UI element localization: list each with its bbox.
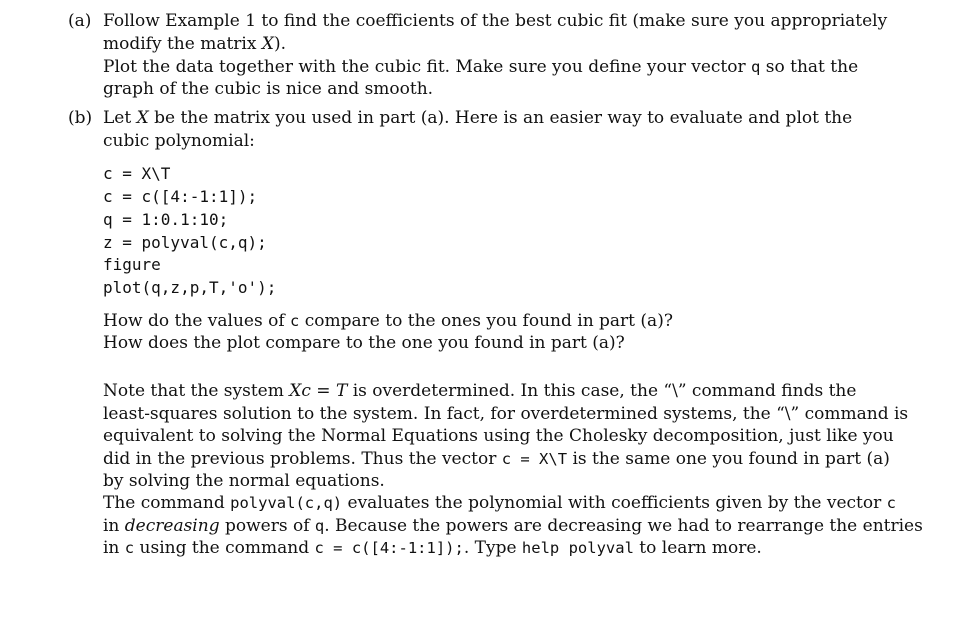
code-line: plot(q,z,p,T,'o'); (103, 278, 277, 297)
inline-code: polyval(c,q) (230, 494, 343, 512)
part-a-line-3-post: so that the (760, 57, 859, 77)
part-b-marker: (b) (68, 108, 93, 128)
question-1-post: compare to the ones you found in part (a)? (299, 311, 673, 331)
note-line-4-post: is the same one you found in part (a) (567, 449, 890, 469)
inline-code: c (886, 494, 897, 512)
part-a-line-2-post: ). (273, 34, 287, 54)
inline-code: c = c([4:-1:1]); (314, 539, 464, 557)
part-b-line-1-post: be the matrix you used in part (a). Here is an easier way to evaluate and plot the (148, 108, 853, 128)
note-line-4-pre: did in the previous problems. Thus the vector (103, 449, 502, 469)
note-line-4 (103, 448, 890, 470)
note-line-8-mid2: . Type (463, 538, 522, 558)
part-b-line-1 (103, 107, 852, 129)
part-b-line-1-pre: Let (103, 108, 137, 128)
code-line: c = c([4:-1:1]); (103, 187, 258, 206)
part-a-line-3-pre: Plot the data together with the cubic fit. Make sure you define your vector (103, 57, 752, 77)
vector-c-code: c (290, 312, 300, 330)
code-line: q = 1:0.1:10; (103, 210, 229, 229)
inline-code: c (124, 539, 135, 557)
inline-code: help polyval (521, 539, 634, 557)
note-line-8-post: to learn more. (633, 538, 762, 558)
note-line-6 (103, 492, 896, 514)
question-2: How does the plot compare to the one you found in part (a)? (103, 333, 625, 353)
note-line-6-pre: The command (103, 493, 231, 513)
part-a-line-3 (103, 56, 858, 78)
note-line-8 (103, 537, 762, 559)
vector-q-code: q (751, 58, 761, 76)
note-line-7-mid: powers of (219, 516, 315, 536)
code-line: c = X\T (103, 164, 171, 183)
note-line-8-mid: using the command (134, 538, 315, 558)
part-a-line-2 (103, 33, 286, 55)
inline-code: c = X\T (501, 450, 568, 468)
code-line: figure (103, 255, 161, 274)
note-line-7-post: . Because the powers are decreasing we had to rearrange the entries (324, 516, 923, 536)
code-line: z = polyval(c,q); (103, 233, 267, 252)
note-line-5: by solving the normal equations. (103, 471, 385, 491)
note-line-1-post: is overdetermined. In this case, the “\” command finds the (347, 381, 857, 401)
part-a-marker: (a) (68, 11, 92, 31)
note-line-7 (103, 515, 923, 537)
note-line-6-post: evaluates the polynomial with coefficients given by the vector (342, 493, 887, 513)
part-b-line-2: cubic polynomial: (103, 131, 255, 151)
note-line-1 (103, 380, 856, 402)
note-line-2: least-squares solution to the system. In fact, for overdetermined systems, the “\” command is (103, 404, 909, 424)
matrix-x-symbol: X (136, 108, 149, 128)
note-line-1-pre: Note that the system (103, 381, 290, 401)
question-1-pre: How do the values of (103, 311, 291, 331)
part-a-line-4: graph of the cubic is nice and smooth. (103, 79, 434, 99)
part-a-line-2-pre: modify the matrix (103, 34, 262, 54)
matrix-x-symbol: X (261, 34, 274, 54)
part-a-line-1: Follow Example 1 to find the coefficients of the best cubic fit (make sure you appropriately (103, 11, 888, 31)
note-line-3: equivalent to solving the Normal Equations using the Cholesky decomposition, just like you (103, 426, 894, 446)
emphasis-text: decreasing (124, 516, 220, 536)
note-line-7-pre: in (103, 516, 125, 536)
system-equation: Xc = T (289, 381, 348, 401)
inline-code: q (314, 517, 325, 535)
question-1 (103, 310, 673, 332)
note-line-8-pre: in (103, 538, 125, 558)
